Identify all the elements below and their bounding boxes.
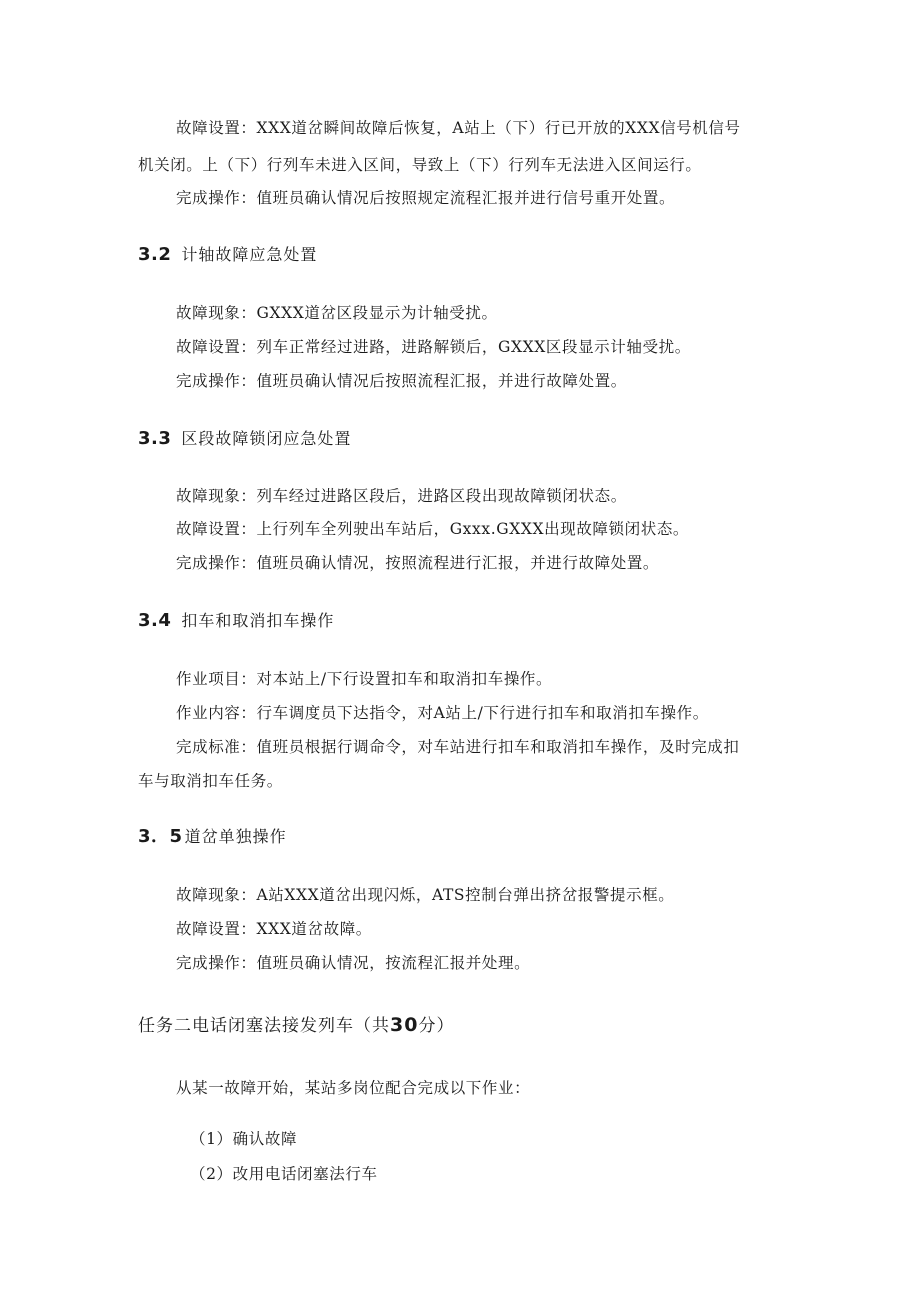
section-number: 3.4 [138,610,172,631]
paragraph-fault-setting-2: 故障设置：列车正常经过进路，进路解锁后，GXXX区段显示计轴受扰。 [176,338,691,356]
section-number: 3．5 [138,826,183,847]
section-heading-3-5 [138,826,287,848]
paragraph-complete-standard-4-cont: 车与取消扣车任务。 [138,772,283,790]
paragraph-complete-op-1: 完成操作：值班员确认情况后按照规定流程汇报并进行信号重开处置。 [176,189,676,207]
section-heading-3-4 [138,610,334,632]
task-title-prefix: 任务二电话闭塞法接发列车（共 [138,1016,390,1036]
paragraph-fault-setting-5: 故障设置：XXX道岔故障。 [176,920,372,938]
paragraph-fault-setting-1-cont: 机关闭。上（下）行列车未进入区间，导致上（下）行列车无法进入区间运行。 [138,156,702,174]
section-title: 计轴故障应急处置 [181,245,318,264]
list-item-2: （2）改用电话闭塞法行车 [190,1165,378,1183]
section-number: 3.2 [138,244,172,265]
section-heading-3-3 [138,428,351,450]
task-heading-2 [138,1014,454,1037]
list-item-1: （1）确认故障 [190,1130,298,1148]
section-title: 扣车和取消扣车操作 [181,611,335,630]
paragraph-complete-op-2: 完成操作：值班员确认情况后按照流程汇报，并进行故障处置。 [176,372,627,390]
section-number: 3.3 [138,428,172,449]
paragraph-task-intro: 从某一故障开始，某站多岗位配合完成以下作业： [176,1079,531,1097]
paragraph-fault-phenomenon-3: 故障现象：列车经过进路区段后，进路区段出现故障锁闭状态。 [176,487,627,505]
paragraph-fault-phenomenon-5: 故障现象：A站XXX道岔出现闪烁，ATS控制台弹出挤岔报警提示框。 [176,886,675,904]
paragraph-complete-standard-4: 完成标准：值班员根据行调命令，对车站进行扣车和取消扣车操作，及时完成扣 [176,738,740,756]
paragraph-fault-setting-3: 故障设置：上行列车全列驶出车站后，Gxxx.GXXX出现故障锁闭状态。 [176,520,690,538]
paragraph-work-content-4: 作业内容：行车调度员下达指令，对A站上/下行进行扣车和取消扣车操作。 [176,704,709,722]
paragraph-fault-phenomenon-2: 故障现象：GXXX道岔区段显示为计轴受扰。 [176,304,498,322]
paragraph-fault-setting-1: 故障设置：XXX道岔瞬间故障后恢复，A站上（下）行已开放的XXX信号机信号 [176,119,741,137]
paragraph-work-item-4: 作业项目：对本站上/下行设置扣车和取消扣车操作。 [176,670,553,688]
paragraph-complete-op-5: 完成操作：值班员确认情况，按流程汇报并处理。 [176,954,531,972]
task-title-suffix: 分） [418,1016,455,1036]
paragraph-complete-op-3: 完成操作：值班员确认情况，按照流程进行汇报，并进行故障处置。 [176,554,660,572]
section-heading-3-2 [138,244,317,266]
task-score: 30 [390,1014,419,1036]
section-title: 道岔单独操作 [184,827,287,846]
section-title: 区段故障锁闭应急处置 [181,429,352,448]
